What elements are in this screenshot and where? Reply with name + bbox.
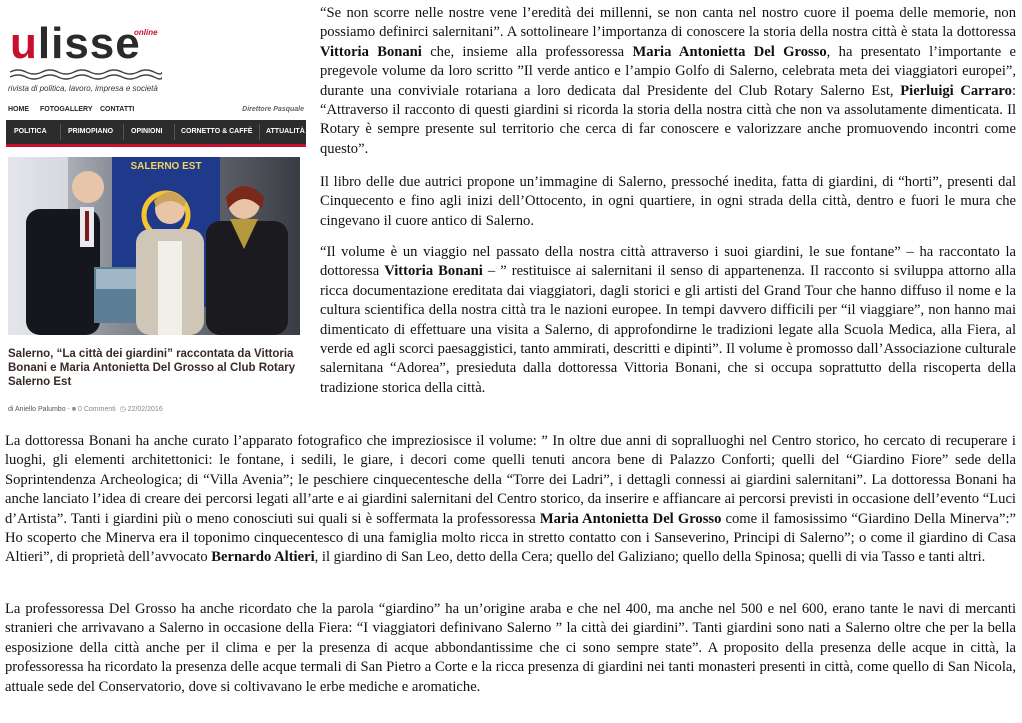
text-run: : “Attraverso il racconto di questi giardini si ricorda la storia della nostra città che non va assolutamente dimenticata. Il Rotary è sempre presente sul territorio che cerca di far conoscere e valorizzare anche promuovendo incontri come questo”. xyxy=(320,82,1017,157)
text-run: che, insieme alla professoressa xyxy=(421,43,633,60)
article-photo[interactable] xyxy=(8,157,300,335)
bold-name: Maria Antonietta Del Grosso xyxy=(539,510,722,527)
article-headline[interactable]: Salerno, “La città dei giardini” raccontata da Vittoria Bonani e Maria Antonietta Del Grosso al Club Rotary Salerno Est xyxy=(8,348,296,388)
nav-divider xyxy=(60,124,61,140)
nav-attualita[interactable]: ATTUALITÀ xyxy=(266,128,305,135)
article-paragraph-2 xyxy=(320,173,1016,231)
logo-online-badge: online xyxy=(134,28,158,37)
article-paragraph-1 xyxy=(320,4,1016,159)
byline-author[interactable]: di Aniello Palumbo xyxy=(8,406,66,413)
byline xyxy=(8,405,163,413)
nav-divider xyxy=(174,124,175,140)
text-run: “Se non scorre nelle nostre vene l’eredità dei millenni, se non canta nel nostro cuore il poema delle memorie, non possiamo definirci salernitani”. A sottolineare l’importanza di conoscere la storia della nostra città è stata la dottoressa xyxy=(320,5,1016,41)
nav-accent-line xyxy=(6,144,306,147)
article-paragraph-3 xyxy=(320,243,1016,398)
bold-name: Pierluigi Carraro xyxy=(900,82,1012,99)
comment-icon: - ■ xyxy=(67,406,78,413)
text-run: “Il volume è un viaggio nel passato della nostra città attraverso i suoi giardini, le sue fontane” – ha raccontato la dottoressa xyxy=(320,244,1016,280)
bold-name: Maria Antonietta Del Grosso xyxy=(632,43,827,60)
text-run: , ha presentato l’importante e pregevole volume da loro scritto ”Il verde antico e l’ampio Golfo di Salerno, celebrata meta dei viaggiatori europei”, durante una conviviale rotariana a loro dedicata dal Presidente del Club Rotary Salerno Est, xyxy=(320,43,1017,99)
site-tagline: rivista di politica, lavoro, impresa e società xyxy=(8,84,158,93)
byline-comments[interactable]: 0 Commenti xyxy=(78,406,116,413)
bold-name: Vittoria Bonani xyxy=(320,43,422,60)
byline-date: 22/02/2016 xyxy=(127,406,163,413)
top-nav-contatti[interactable]: CONTATTI xyxy=(100,106,135,113)
top-nav xyxy=(6,104,306,118)
text-run: La professoressa Del Grosso ha anche ricordato che la parola “giardino” ha un’origine araba e che nel 400, ma anche nel 500 e nel 600, erano tante le navi di mercanti stranieri che arrivavano a Salerno in occasione della Fiera: “I viaggiatori definivano Salerno ” la città dei giardini”. Tanti giardini sono nati a Salerno oltre che per la bella esposizione della città anche per il clima e per la presenza di acque abbondantissime che ci sono sempre state”. A proposito della presenza delle acque in città, la professoressa ha ricordato la presenza delle acque termali di San Pietro a Corte e la ricca presenza di giardini nei tanti monasteri presenti in città, come quello di San Nicola, attuale sede del Conservatorio, dove si coltivavano le erbe mediche e aromatiche. xyxy=(5,601,1016,695)
nav-politica[interactable]: POLITICA xyxy=(14,128,47,135)
nav-cornetto-caffe[interactable]: CORNETTO & CAFFÈ xyxy=(181,128,253,135)
banner-text: SALERNO EST xyxy=(130,161,202,172)
text-run: come il famosissimo “Giardino Della Minerva”:” Ho scoperto che Minerva era il toponimo cinquecentesco di una famiglia molto ricca in stretto contatto con i Sanseverino, Principi di Salerno”; o come il giardino di Casa Altieri”, di proprietà dell’avvocato xyxy=(5,510,1017,566)
article-paragraph-5 xyxy=(5,600,1016,697)
website-clipping xyxy=(6,4,306,416)
top-nav-home[interactable]: HOME xyxy=(8,106,29,113)
bold-name: Vittoria Bonani xyxy=(384,263,483,280)
top-nav-fotogallery[interactable]: FOTOGALLERY xyxy=(40,106,93,113)
text-run: Il libro delle due autrici propone un’immagine di Salerno, pressoché inedita, fatta di giardini, di “horti”, presenti dal Cinquecento e fino agli inizi dell’Ottocento, in ogni quartiere, in ogni strada della città, dentro e fuori le mura che cingevano il cuore antico di Salerno. xyxy=(320,174,1016,229)
logo-rest: lisse xyxy=(37,19,141,68)
nav-divider xyxy=(123,124,124,140)
clock-icon: ◷ xyxy=(117,406,128,413)
logo-wordmark xyxy=(10,19,141,68)
director-label: Direttore Pasquale xyxy=(242,106,304,113)
text-run: La dottoressa Bonani ha anche curato l’apparato fotografico che impreziosisce il volume: ” In oltre due anni di sopralluoghi nel Centro storico, ho cercato di recuperare i luoghi, gli elementi architettonici: le fontane, i sedili, le giare, i decori come quelli tenuti ancora bene di Palazzo Conforti; quelli del “Giardino Fiore” sede della Soprintendenza Archeologica; di “Villa Avenia”; le peschiere cinquecentesche della “Torre dei Ladri”, i dettagli connessi ai giardini salernitani”. La dottoressa Bonani ha anche lanciato l’idea di creare dei percorsi legati all’arte e ai giardini salernitani del Centro storico, da inserire e affiancare ai percorsi previsti in occasione dell’evento “Luci d’Artista”. Tanti i giardini più o meno conosciuti sui quali si è soffermata la professoressa xyxy=(5,433,1016,527)
nav-opinioni[interactable]: OPINIONI xyxy=(131,128,163,135)
main-nav xyxy=(6,120,306,144)
logo-wave-icon xyxy=(10,68,162,80)
photo-illustration xyxy=(8,157,300,335)
bold-name: Bernardo Altieri xyxy=(211,549,315,566)
nav-divider xyxy=(259,124,260,140)
logo-initial: u xyxy=(10,19,38,68)
text-run: – ” restituisce ai salernitani il senso di appartenenza. Il racconto si sviluppa attorno alla ricca documentazione ereditata dai viaggiatori, dagli storici e gli artisti del Grand Tour che hanno diffuso il nome e la cultura scientifica della nostra città tra le nazioni europee. In tempi davvero difficili per “il viaggiare”, non hanno mai dimenticato di effettuare una visita a Salerno, di approfondirne le tradizioni legate alla Scuola Medica, alla Fiera, al verde ed agli scorci paesaggistici, tanto ammirati, descritti e dipinti”. Il volume è promosso dall’Associazione culturale salernitana “Adorea”, presieduta dalla dottoressa Vittoria Bonani, che si occupa soprattutto della riscoperta della tradizione storica della città. xyxy=(320,263,1016,396)
article-paragraph-4 xyxy=(5,432,1016,568)
nav-primopiano[interactable]: PRIMOPIANO xyxy=(68,128,114,135)
text-run: , il giardino di San Leo, detto della Cera; quello del Galiziano; quello della Spinosa; quelli di via Tasso e tanti altri. xyxy=(314,549,986,566)
